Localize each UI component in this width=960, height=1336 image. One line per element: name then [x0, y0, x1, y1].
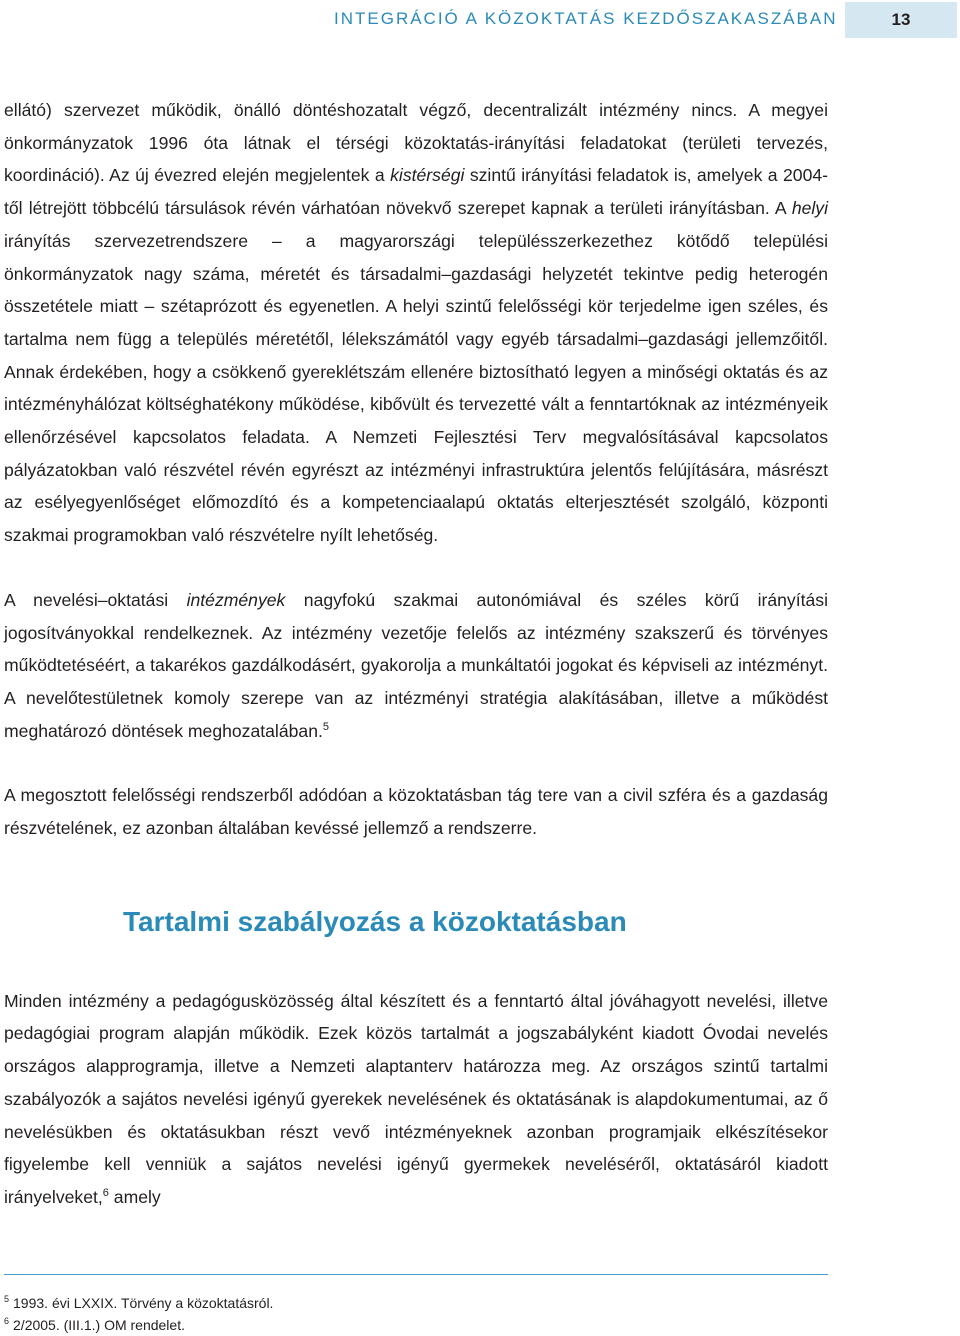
page-number: 13 [845, 2, 957, 38]
text-run: szintű irányítási feladatok is, amelyek a 2004-től létrejött többcélú társulások révén várhatóan növekvő szerepet kapnak a területi irányításban. A [4, 165, 828, 219]
paragraph [4, 94, 828, 552]
text-run: irányítás szervezetrendszere – a magyarországi településszerkezethez kötődő települési önkormányzatok nagy száma, méretét és társadalmi–gazdasági helyzetét tekintve pedig heterogén összetétele miatt – szétaprózott és egyenetlen. A helyi szintű felelősségi kör terjedelme igen széles, és tartalma nem függ a település méretétől, lélekszámától vagy egyéb társadalmi–gazdasági jellemzőitől. Annak érdekében, hogy a csökkenő gyereklétszám ellenére biztosítható legyen a minőségi oktatás és az intézményhálózat költséghatékony működése, kibővült és tervezetté vált a fenntartóknak az intézményeik ellenőrzésével kapcsolatos feladata. A Nemzeti Fejlesztési Terv megvalósításával kapcsolatos pályázatokban való részvétel révén egyrészt az intézményi infrastruktúra jelentős felújítására, másrészt az esélyegyenlőséget előmozdító és a kompetenciaalapú oktatás elterjesztését szolgáló, központi szakmai programokban való részvételre nyílt lehetőség. [4, 230, 828, 546]
emphasis-text: intézmények [186, 589, 286, 610]
footnote-reference: 5 [322, 720, 329, 733]
footnote-divider [4, 1274, 828, 1275]
text-run: nagyfokú szakmai autonómiával és széles körű irányítási jogosítványokkal rendelkeznek. Az intézmény vezetője felelős az intézmény szakszerű és törvényes működtetéséért, a takarékos gazdálkodásért, gyakorolja a munkáltatói jogokat és képviseli az intézményt. A nevelőtestületnek komoly szerepe van az intézményi stratégia alakításában, illetve a működést meghatározó döntések meghozatalában. [4, 589, 828, 741]
paragraph-gap [4, 552, 828, 584]
footnote-text: 1993. évi LXXIX. Törvény a közoktatásról. [13, 1295, 274, 1311]
footnote-text: 2/2005. (III.1.) OM rendelet. [13, 1317, 185, 1333]
footnote-reference: 6 [102, 1187, 109, 1200]
running-header [0, 0, 960, 38]
text-run: A megosztott felelősségi rendszerből adódóan a közoktatásban tág tere van a civil szféra és a gazdaság részvételének, ez azonban általában kevéssé jellemző a rendszerre. [4, 785, 828, 839]
text-run: A nevelési–oktatási [4, 589, 187, 610]
footnote-number: 6 [4, 1316, 10, 1327]
paragraph [4, 584, 828, 748]
emphasis-text: helyi [791, 198, 828, 219]
section-heading: Tartalmi szabályozás a közoktatásban [123, 905, 627, 937]
running-header-title: INTEGRÁCIÓ A KÖZOKTATÁS KEZDŐSZAKASZÁBAN [334, 9, 838, 28]
emphasis-text: kistérségi [390, 165, 465, 186]
paragraph [4, 779, 828, 844]
footnote [4, 1314, 273, 1336]
text-run: ellátó) szervezet működik, önálló döntéshozatalt végző, decentralizált intézmény nincs. A megyei önkormányzatok 1996 óta látnak el térségi közoktatás-irányítási feladatokat (területi tervezés, koordináció). Az új évezred elején megjelentek a [4, 100, 828, 186]
body-text [4, 94, 828, 1214]
text-run: Minden intézmény a pedagógusközösség által készített és a fenntartó által jóváhagyott nevelési, illetve pedagógiai program alapján működik. Ezek közös tartalmát a jogszabályként kiadott Óvodai nevelés országos alapprogramja, illetve a Nemzeti alaptanterv határozza meg. Az országos szintű tartalmi szabályozók a sajátos nevelési igényű gyerekek nevelésének és oktatásának is alapdokumentumai, az ő nevelésükben és oktatásukban részt vevő intézményeknek azonban programjaik elkészítésekor figyelembe kell venniük a sajátos nevelési igényű gyermekek neveléséről, oktatásáról kiadott irányelveket, [4, 990, 828, 1207]
footnote [4, 1292, 273, 1314]
paragraph [4, 985, 828, 1214]
footnote-number: 5 [4, 1294, 10, 1305]
paragraph-gap [4, 747, 828, 779]
footnotes [4, 1292, 273, 1336]
text-run: amely [108, 1186, 161, 1207]
